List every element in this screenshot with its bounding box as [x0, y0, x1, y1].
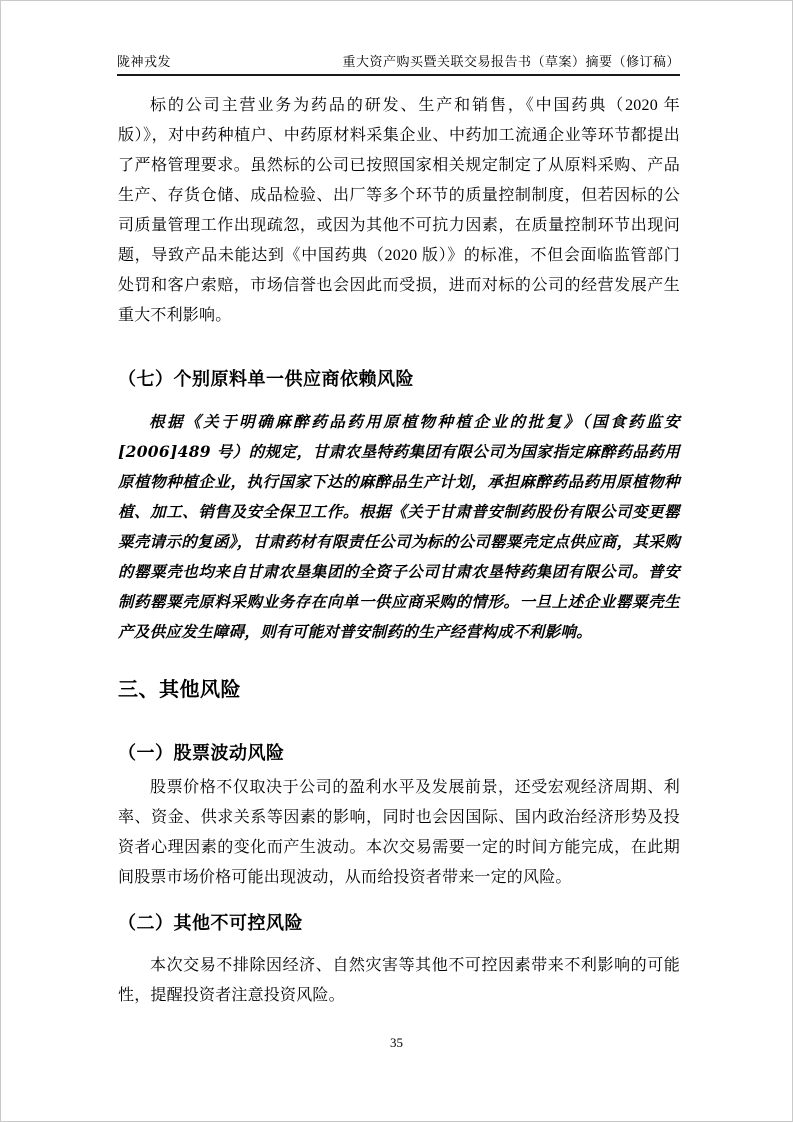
paragraph-supplier-risk: 根据《关于明确麻醉药品药用原植物种植企业的批复》（国食药监安[2006]489 号）的规定，甘肃农垦特药集团有限公司为国家指定麻醉药品药用原植物种植企业，执行国家下达的麻醉品生产计划，承担麻醉药品药用原植物种植、加工、销售及安全保卫工作。根据《关于甘肃普安制药股份有限公司变更罂粟壳请示的复函》，甘肃药材有限责任公司为标的公司罂粟壳定点供应商，其采购的罂粟壳也均来自甘肃农垦集团的全资子公司甘肃农垦特药集团有限公司。普安制药罂粟壳原料采购业务存在向单一供应商采购的情形。一旦上述企业罂粟壳生产及供应发生障碍，则有可能对普安制药的生产经营构成不利影响。: [118, 412, 680, 641]
page-header: [117, 51, 680, 76]
heading-section-3-1-stock-volatility: （一）股票波动风险: [118, 743, 285, 763]
heading-chapter-3-other-risks: 三、其他风险: [118, 679, 241, 701]
header-full-title: 重大资产购买暨关联交易报告书（草案）摘要（修订稿）: [342, 54, 680, 69]
header-short-title: 陇神戎发: [117, 54, 172, 69]
heading-section-3-2-uncontrollable-risk: （二）其他不可控风险: [118, 913, 303, 933]
heading-section-7-supplier-risk: （七）个别原料单一供应商依赖风险: [118, 369, 414, 389]
paragraph-stock-volatility: 股票价格不仅取决于公司的盈利水平及发展前景，还受宏观经济周期、利率、资金、供求关系等因素的影响，同时也会因国际、国内政治经济形势及投资者心理因素的变化而产生波动。本次交易需要一定的时间方能完成，在此期间股票市场价格可能出现波动，从而给投资者带来一定的风险。: [118, 779, 680, 886]
page-body: [118, 91, 680, 1011]
paragraph-uncontrollable-risk: 本次交易不排除因经济、自然灾害等其他不可控因素带来不利影响的可能性，提醒投资者注意投资风险。: [118, 957, 680, 1004]
page-footer: [1, 1035, 792, 1051]
paragraph-quality-risk: 标的公司主营业务为药品的研发、生产和销售，《中国药典（2020 年版）》，对中药种植户、中药原材料采集企业、中药加工流通企业等环节都提出了严格管理要求。虽然标的公司已按照国家相关规定制定了从原料采购、产品生产、存货仓储、成品检验、出厂等多个环节的质量控制制度，但若因标的公司质量管理工作出现疏忽，或因为其他不可抗力因素，在质量控制环节出现问题，导致产品未能达到《中国药典（2020 版）》的标准，不但会面临监管部门处罚和客户索赔，市场信誉也会因此而受损，进而对标的公司的经营发展产生重大不利影响。: [118, 97, 680, 324]
page-number: 35: [390, 1035, 403, 1050]
